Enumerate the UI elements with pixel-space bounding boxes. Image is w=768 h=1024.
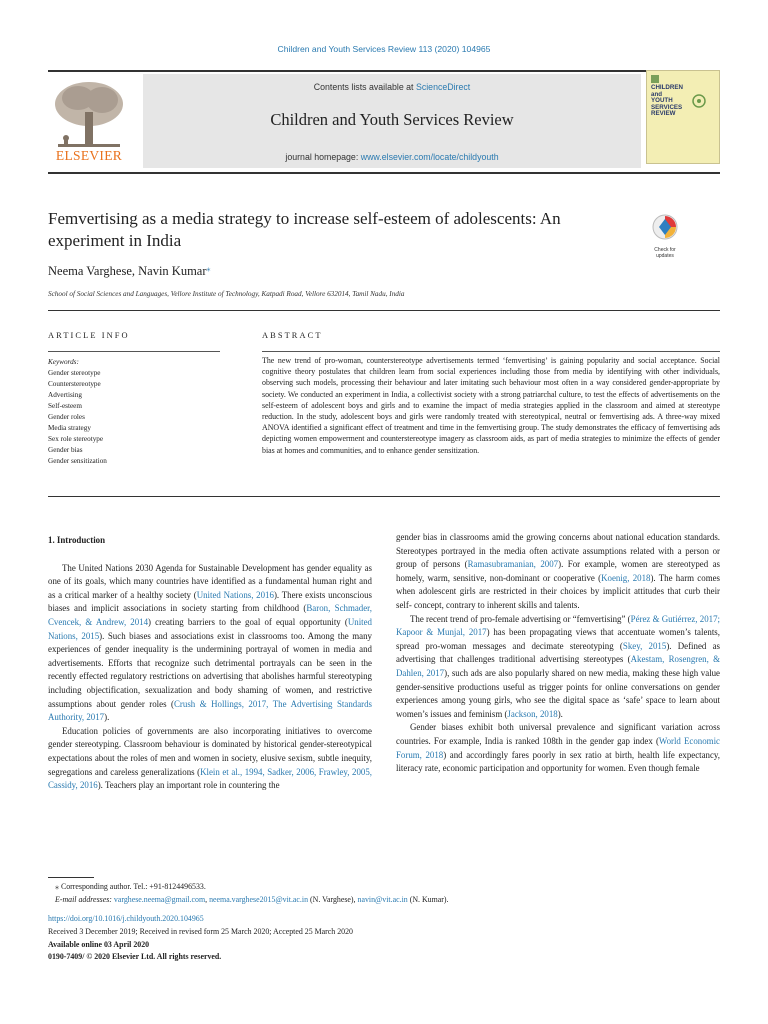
cover-line: REVIEW <box>651 110 676 118</box>
text-run: Gender biases exhibit both universal prevalence and significant variation across countries. For example, India is ranked 108th in the gender gap index ( <box>396 722 720 746</box>
citation-link[interactable]: Pérez & Gutiérrez, 2017; Kapoor & Munjal, 2017 <box>396 613 720 638</box>
citation-link[interactable]: Baron, Schmader, Cvencek, & Andrew, 2014 <box>48 603 372 627</box>
text-run: ). <box>104 712 110 723</box>
paragraph <box>396 613 720 722</box>
masthead-top-rule <box>48 70 720 72</box>
corresponding-text: Corresponding author. Tel.: +91-8124496533. <box>60 882 206 891</box>
body-column-right <box>396 531 720 776</box>
masthead-bottom-rule <box>48 172 720 174</box>
email-owner: (N. Varghese), <box>308 894 358 904</box>
abstract-text: The new trend of pro-woman, counterstereotype advertisements termed ‘femvertising’ is gaining popularity and social acceptance. Social cognitive theory postulates that children learn from social experiences including those from media by identifying with other individuals, observing such models, processing their behaviour and later imitating such behaviour most often in a way considered gender-appropriate by society. We conducted an experiment in India, a collectivist society with a strong patriarchal culture, to test the effects of advertisements on the self-esteem of adolescent boys and girls and to examine the impact of media strategies applied in the classroom and aimed at stereotype reduction. In the study, adolescent boys and girls were randomly treated with stereotypical, neutral or femvertising ads. A three-way mixed ANOVA identified a significant effect of treatment and time in the femvertising group. The study demonstrates the efficacy of femvertising ads depicting women empowerment and counterstereotype imagery as classroom aids, as part of media strategies to minimize the effects of gender bias at homes and communities, and to enhance gender sensitization. <box>262 356 720 455</box>
affiliation: School of Social Sciences and Languages, Vellore Institute of Technology, Katpadi Road, Vellore 632014, Tamil Nadu, India <box>48 290 405 298</box>
text-run: The United Nations 2030 Agenda for Sustainable Development has gender equality as one of its goals, which many countries have identified as a fundamental human right and as a critical marker of a healthy society ( <box>48 562 372 600</box>
text-run: ) and accordingly fares poorly in sex ratio at birth, health life expectancy, literacy rate, economic participation and opportunity for women. Even though female <box>396 749 720 774</box>
keyword-item: Sex role stereotype <box>48 435 104 443</box>
online-date: Available online 03 April 2020 <box>48 939 150 949</box>
footnote-rule <box>48 877 94 878</box>
text-run: gender bias in classrooms amid the growing concerns about national education standards. Stereotypes portrayed in the media often activate assumptions related with a person or group of persons ( <box>396 532 720 570</box>
article-info-label: ARTICLE INFO <box>48 331 130 340</box>
text-run: ). <box>557 708 563 719</box>
footnote-mark: ⁎ <box>55 882 59 891</box>
publication-info <box>48 913 720 964</box>
cover-flower-icon <box>691 93 707 109</box>
corresponding-author-mark[interactable]: ⁎ <box>206 264 211 273</box>
citation-link[interactable]: Klein et al., 1994, Sadker, 2006, Frawley, 2005, Cassidy, 2016 <box>48 766 372 791</box>
email-owner: (N. Kumar). <box>407 894 449 904</box>
email-link[interactable]: varghese.neema@gmail.com <box>113 894 206 904</box>
citation-link[interactable]: United Nations, 2015 <box>48 616 372 641</box>
journal-reference[interactable]: Children and Youth Services Review 113 (2020) 104965 <box>277 44 491 54</box>
keyword-item: Self-esteem <box>48 402 82 410</box>
paragraph <box>48 562 372 725</box>
email-label: E-mail addresses: <box>55 894 112 904</box>
footnotes <box>48 881 720 906</box>
text-run: ), such ads are also popularly shared on new media, making these high value gender-sensitive productions useful as trigger points for online conversations on gender experiences among young girls, who see the digital space as ‘safe’ space to learn about women’s issues and feminism ( <box>396 667 720 719</box>
section-divider <box>48 310 720 311</box>
keyword-item: Gender roles <box>48 413 85 421</box>
author-list <box>48 264 211 279</box>
text-run: ). For example, women are stereotyped as homely, warm, sensitive, non-dominant or cooperative ( <box>396 559 721 583</box>
corresponding-author-footnote <box>48 881 720 894</box>
contents-prefix: Contents lists available at <box>313 82 416 92</box>
doi-link[interactable]: https://doi.org/10.1016/j.childyouth.2020.104965 <box>48 914 204 923</box>
authors-text: Neema Varghese, Navin Kumar <box>48 264 207 278</box>
keyword-item: Gender stereotype <box>48 369 101 377</box>
crossmark-label-2: updates <box>656 252 674 259</box>
masthead <box>48 70 720 172</box>
citation-link[interactable]: Akestam, Rosengren, & Dahlen, 2017 <box>396 654 720 678</box>
keywords-list <box>48 357 220 467</box>
citation-link[interactable]: Ramasubramanian, 2007 <box>467 559 559 570</box>
text-run: ). The harm comes when adolescent girls are restricted in their choices by implicit attitudes that curb their self- concept, contrary to inherent skills and talents. <box>396 572 720 610</box>
citation-link[interactable]: Crush & Hollings, 2017, The Advertising Standards Authority, 2017 <box>48 698 372 723</box>
keyword-item: Gender bias <box>48 446 83 454</box>
citation-link[interactable]: Skey, 2015 <box>622 640 667 651</box>
introduction-heading: 1. Introduction <box>48 535 106 545</box>
email-link[interactable]: navin@vit.ac.in <box>357 894 408 904</box>
body-column-left <box>48 534 372 793</box>
keyword-item: Gender sensitization <box>48 457 107 465</box>
citation-link[interactable]: United Nations, 2016 <box>196 589 274 600</box>
text-run: ) creating barriers to the goal of equal opportunity ( <box>148 616 348 627</box>
section-divider <box>48 496 720 497</box>
journal-cover-thumbnail[interactable] <box>646 70 720 164</box>
crossmark-label-1: Check for <box>654 247 676 253</box>
check-for-updates-button[interactable] <box>645 213 685 257</box>
paragraph <box>396 721 720 775</box>
citation-link[interactable]: Koenig, 2018 <box>601 572 651 583</box>
homepage-link[interactable]: www.elsevier.com/locate/childyouth <box>360 152 499 162</box>
article-title: Femvertising as a media strategy to increase self-esteem of adolescents: An experiment in India <box>48 209 561 250</box>
cover-logo-icon <box>650 74 660 84</box>
email-link[interactable]: neema.varghese2015@vit.ac.in <box>209 894 309 904</box>
article-info-rule <box>48 351 220 352</box>
keyword-item: Counterstereotype <box>48 380 101 388</box>
citation-link[interactable]: World Economic Forum, 2018 <box>396 735 720 760</box>
keyword-item: Advertising <box>48 391 82 399</box>
cover-line: SERVICES <box>651 103 683 111</box>
keyword-item: Media strategy <box>48 424 91 432</box>
sciencedirect-link[interactable]: ScienceDirect <box>415 82 471 92</box>
homepage-line <box>143 152 641 162</box>
masthead-band <box>143 74 641 168</box>
text-run: Education policies of governments are also incorporating initiatives to overcome gender stereotyping. Classroom behaviour is dominated by historical gender-stereotypical expectations about the roles of men and women in society, elusive sexism, subtle inequity, segregations and careless generalizations ( <box>48 725 372 777</box>
cover-line: YOUTH <box>651 97 673 105</box>
text-run: ). Such biases and associations exist in classrooms too. Among the many experiences of gender inequality is the undermining portrayal of women in media and advertisements. Efforts that recognize such detrimental portrayals can be seen in the recently effected regulatory restrictions on advertising that abolishes harmful stereotyping including objectification, sexualization and body shaming of women, and restrictive assumptions about gender roles ( <box>48 630 372 709</box>
text-run: ). There exists unconscious biases and implicit associations in society starting from childhood ( <box>48 589 372 614</box>
text-run: The recent trend of pro-female advertising or “femvertising” ( <box>410 613 631 624</box>
text-run: ) has been propagating views that accentuate women’s talents, spread pro-woman messages and decimate stereotyping ( <box>396 627 720 651</box>
received-dates: Received 3 December 2019; Received in revised form 25 March 2020; Accepted 25 March 2020 <box>48 926 354 936</box>
citation-link[interactable]: Jackson, 2018 <box>507 708 558 719</box>
crossmark-icon <box>645 213 685 243</box>
text-run: ). Defined as advertising that challenges traditional advertising stereotypes ( <box>396 640 721 665</box>
cover-line: and <box>651 90 663 98</box>
abstract-label: ABSTRACT <box>262 331 323 340</box>
paragraph <box>48 725 372 793</box>
publisher-name: ELSEVIER <box>55 148 123 163</box>
cover-line: CHILDREN <box>651 84 683 91</box>
copyright: 0190-7409/ © 2020 Elsevier Ltd. All rights reserved. <box>48 952 222 962</box>
paragraph <box>396 531 720 613</box>
journal-title: Children and Youth Services Review <box>270 110 514 129</box>
text-run: ). Teachers play an important role in countering the <box>97 780 280 791</box>
homepage-prefix: journal homepage: <box>285 152 361 162</box>
abstract-rule <box>262 351 720 352</box>
email-footnote: E-mail addresses: varghese.neema@gmail.com, neema.varghese2015@vit.ac.in (N. Varghese), navin@vit.ac.in (N. Kumar). <box>55 894 449 904</box>
keywords-heading: Keywords: <box>48 358 79 366</box>
contents-line <box>143 82 641 92</box>
